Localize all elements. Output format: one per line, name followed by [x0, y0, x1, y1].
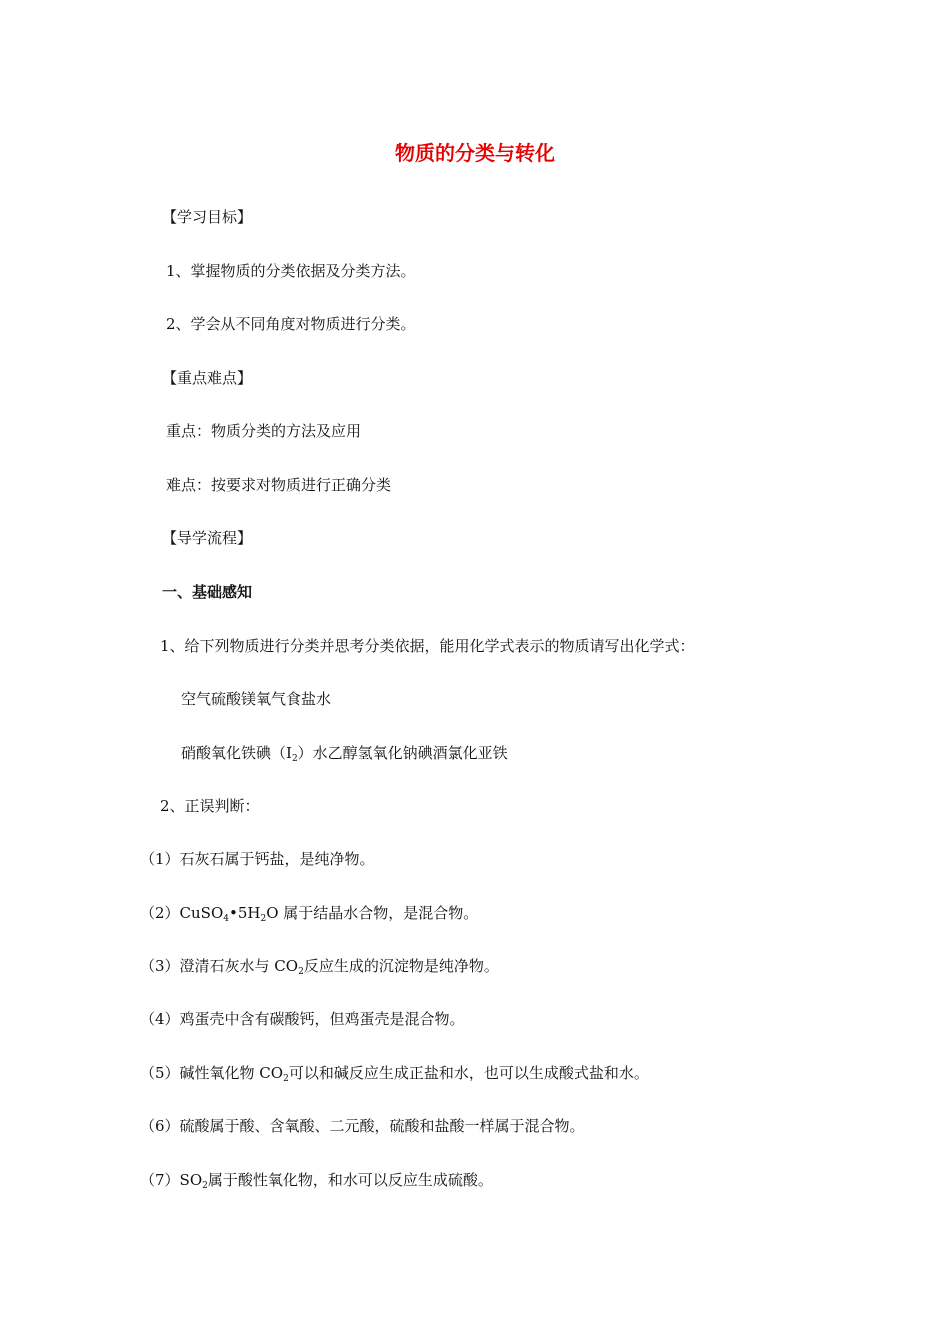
question-2-prompt: 2、正误判断： [160, 797, 260, 815]
key-point-text: 重点：物质分类的方法及应用 [166, 422, 362, 440]
judgment-item-6: （6）硫酸属于酸、含氧酸、二元酸，硫酸和盐酸一样属于混合物。 [140, 1117, 585, 1135]
judgment-item-2: $(2)CuSO_4•5H_2O$ 属于结晶水合物，是混合物。 [140, 904, 479, 924]
question-1-list-b: 硝酸氧化铁碘$(I_2)$水乙醇氢氧化钠碘酒氯化亚铁 [181, 744, 508, 764]
judgment-item-7: $(7)SO_2$属于酸性氧化物，和水可以反应生成硫酸。 [140, 1171, 493, 1191]
part-1-heading: 一、基础感知 [162, 583, 253, 601]
judgment-item-5: （5）碱性氧化物 $CO_2$可以和碱反应生成正盐和水，也可以生成酸式盐和水。 [140, 1064, 649, 1084]
judgment-item-4: （4）鸡蛋壳中含有碳酸钙，但鸡蛋壳是混合物。 [140, 1010, 465, 1028]
section-heading-flow: 【导学流程】 [162, 529, 253, 547]
question-1-list-a: 空气硫酸镁氧气食盐水 [181, 690, 332, 708]
section-heading-goals: 【学习目标】 [162, 208, 253, 226]
difficult-point-text: 难点：按要求对物质进行正确分类 [166, 476, 392, 494]
page-title: 物质的分类与转化 [395, 141, 555, 165]
goal-item-1: 1、掌握物质的分类依据及分类方法。 [166, 262, 416, 280]
section-heading-key-points: 【重点难点】 [162, 369, 253, 387]
judgment-item-3: （3）澄清石灰水与 $CO_2$反应生成的沉淀物是纯净物。 [140, 957, 499, 977]
goal-item-2: 2、学会从不同角度对物质进行分类。 [166, 315, 416, 333]
judgment-item-1: （1）石灰石属于钙盐，是纯净物。 [140, 850, 375, 868]
question-1-prompt: 1、给下列物质进行分类并思考分类依据，能用化学式表示的物质请写出化学式： [160, 637, 695, 655]
